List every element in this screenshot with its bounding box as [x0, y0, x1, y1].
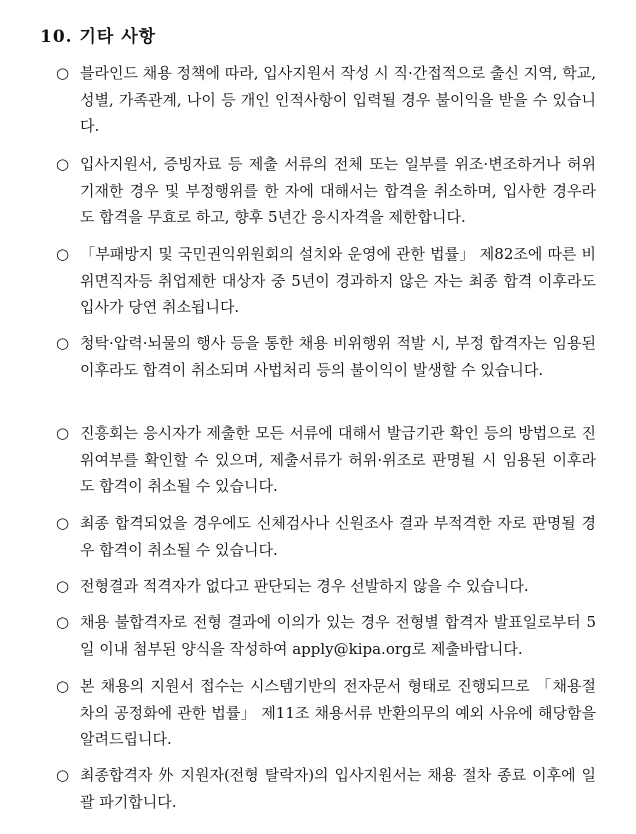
list-item-text: 블라인드 채용 정책에 따라, 입사지원서 작성 시 직·간접적으로 출신 지역, 학교, 성별, 가족관계, 나이 등 개인 인적사항이 입력될 경우 불이익을 받을 수 있습니다.	[80, 64, 596, 135]
list-item	[56, 609, 596, 662]
bullet-icon: ○	[56, 64, 70, 82]
list-item	[56, 420, 596, 500]
list-item	[56, 573, 596, 600]
list-item-text: 채용 불합격자로 전형 결과에 이의가 있는 경우 전형별 합격자 발표일로부터 5일 이내 첨부된 양식을 작성하여 apply@kipa.org로 제출바랍니다.	[80, 613, 596, 658]
list-item-text: 청탁·압력·뇌물의 행사 등을 통한 채용 비위행위 적발 시, 부정 합격자는 임용된 이후라도 합격이 취소되며 사법처리 등의 불이익이 발생할 수 있습니다.	[80, 334, 596, 379]
bullet-icon: ○	[56, 424, 70, 442]
bullet-icon: ○	[56, 334, 70, 352]
bullet-icon: ○	[56, 514, 70, 532]
section-title: 10. 기타 사항	[40, 27, 157, 47]
bullet-icon: ○	[56, 677, 70, 695]
list-item	[56, 673, 596, 753]
bullet-icon: ○	[56, 155, 70, 173]
list-item-text: 전형결과 적격자가 없다고 판단되는 경우 선발하지 않을 수 있습니다.	[80, 577, 529, 595]
list-item-text: 최종 합격되었을 경우에도 신체검사나 신원조사 결과 부적격한 자로 판명될 경우 합격이 취소될 수 있습니다.	[80, 514, 596, 559]
list-item	[56, 151, 596, 231]
bullet-icon: ○	[56, 577, 70, 595]
list-item	[56, 330, 596, 383]
list-item	[56, 241, 596, 321]
bullet-icon: ○	[56, 245, 70, 263]
bullet-icon: ○	[56, 613, 70, 631]
list-item-text: 「부패방지 및 국민권익위원회의 설치와 운영에 관한 법률」 제82조에 따른 비위면직자등 취업제한 대상자 중 5년이 경과하지 않은 자는 최종 합격 이후라도 입사가 당연 취소됩니다.	[80, 245, 596, 316]
list-item-text: 최종합격자 外 지원자(전형 탈락자)의 입사지원서는 채용 절차 종료 이후에 일괄 파기합니다.	[80, 766, 596, 811]
list-item	[56, 762, 596, 815]
list-item-text: 본 채용의 지원서 접수는 시스템기반의 전자문서 형태로 진행되므로 「채용절차의 공정화에 관한 법률」 제11조 채용서류 반환의무의 예외 사유에 해당함을 알려드립니다.	[80, 677, 596, 748]
list-item	[56, 60, 596, 140]
list-item	[56, 510, 596, 563]
list-item-text: 입사지원서, 증빙자료 등 제출 서류의 전체 또는 일부를 위조·변조하거나 허위 기재한 경우 및 부정행위를 한 자에 대해서는 합격을 취소하며, 입사한 경우라도 합격을 무효로 하고, 향후 5년간 응시자격을 제한합니다.	[80, 155, 596, 226]
bullet-icon: ○	[56, 766, 70, 784]
list-item-text: 진흥회는 응시자가 제출한 모든 서류에 대해서 발급기관 확인 등의 방법으로 진위여부를 확인할 수 있으며, 제출서류가 허위·위조로 판명될 시 임용된 이후라도 합격이 취소될 수 있습니다.	[80, 424, 596, 495]
